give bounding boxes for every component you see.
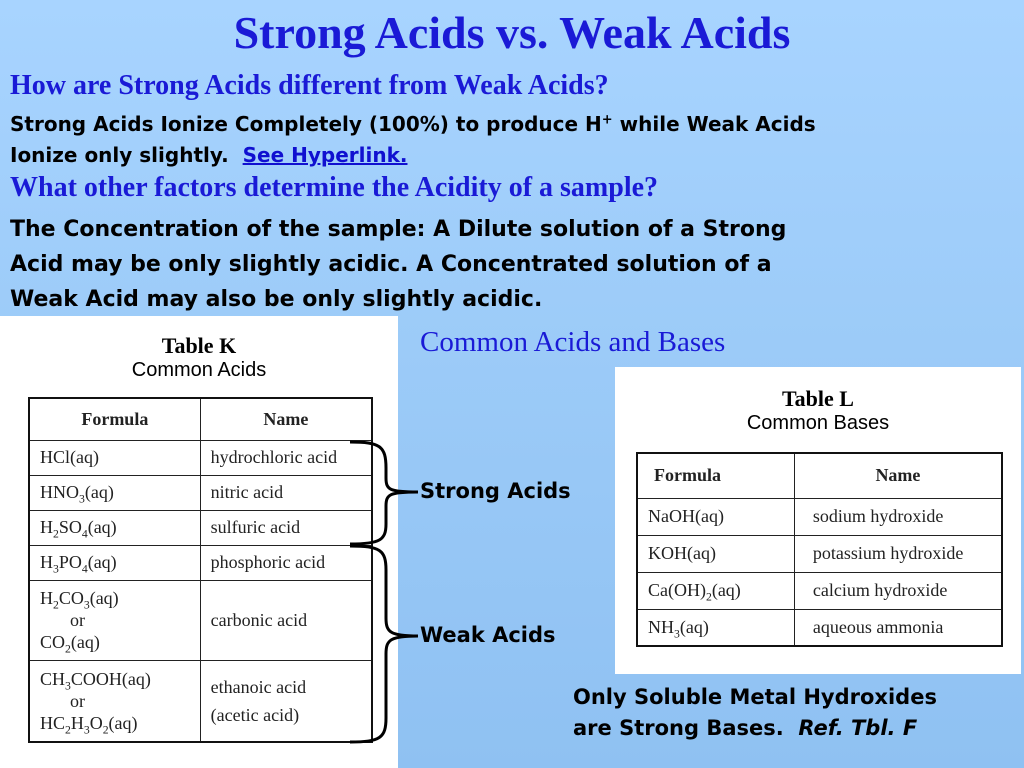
table-k-subtitle: Common Acids: [131, 359, 267, 381]
table-k-heading: [0, 333, 398, 382]
answer-ionize-text-c: Ionize only slightly.: [10, 143, 229, 167]
formula-cell: $H_2SO_4(aq)$: [29, 510, 200, 545]
table-row: [637, 609, 1002, 646]
table-header-row: [29, 398, 372, 440]
name-cell: calcium hydroxide: [794, 572, 1002, 609]
table-l-heading: [615, 386, 1021, 435]
answer-ionize-text-b: while Weak Acids: [612, 112, 816, 136]
column-header-formula: Formula: [637, 453, 794, 498]
name-cell: potassium hydroxide: [794, 535, 1002, 572]
column-header-name: Name: [200, 398, 372, 440]
name-cell: sodium hydroxide: [794, 498, 1002, 535]
table-k-title: Table K: [161, 333, 237, 358]
table-l-subtitle: Common Bases: [746, 412, 890, 434]
name-cell: nitric acid: [200, 475, 372, 510]
bases-note-line2: are Strong Bases. Ref. Tbl. F: [573, 716, 918, 740]
table-row: [29, 580, 372, 660]
bases-note: [573, 682, 937, 744]
table-row: [29, 475, 372, 510]
question-strong-vs-weak: How are Strong Acids different from Weak Acids?: [10, 70, 609, 101]
table-l: [636, 452, 1003, 647]
formula-cell: NaOH(aq): [637, 498, 794, 535]
column-header-formula: Formula: [29, 398, 200, 440]
formula-cell: KOH(aq): [637, 535, 794, 572]
column-header-name: Name: [794, 453, 1002, 498]
name-cell: phosphoric acid: [200, 545, 372, 580]
formula-cell: $H_2CO_3(aq)$ or $CO_2(aq)$: [29, 580, 200, 660]
table-row: [637, 572, 1002, 609]
table-row: [637, 535, 1002, 572]
weak-acids-label: Weak Acids: [420, 623, 556, 647]
bases-note-line1: Only Soluble Metal Hydroxides: [573, 685, 937, 709]
formula-cell: $Ca(OH)_2(aq)$: [637, 572, 794, 609]
formula-cell: $HNO_3(aq)$: [29, 475, 200, 510]
brace-icons: [350, 438, 420, 748]
answer-concentration-line: Weak Acid may also be only slightly acidic.: [10, 287, 543, 312]
formula-cell: $H_3PO_4(aq)$: [29, 545, 200, 580]
name-cell: carbonic acid: [200, 580, 372, 660]
answer-ionize-line2: [10, 143, 407, 167]
strong-acids-brace-icon: [350, 442, 418, 544]
formula-cell: $NH_3(aq)$: [637, 609, 794, 646]
answer-ionize-text-a: Strong Acids Ionize Completely (100%) to produce H: [10, 112, 602, 136]
question-acidity-factors: What other factors determine the Acidity of a sample?: [10, 172, 659, 203]
table-l-title: Table L: [782, 386, 854, 411]
name-cell: ethanoic acid (acetic acid): [200, 660, 372, 742]
answer-ionize-line1: [10, 112, 816, 136]
table-row: [29, 660, 372, 742]
formula-cell: HCl(aq): [29, 440, 200, 475]
formula-cell: $CH_3COOH(aq)$ or $HC_2H_3O_2(aq)$: [29, 660, 200, 742]
table-row: [29, 545, 372, 580]
answer-concentration-line: The Concentration of the sample: A Dilute solution of a Strong: [10, 217, 787, 242]
table-row: [29, 510, 372, 545]
ref-table-f: Ref. Tbl. F: [798, 716, 918, 740]
name-cell: sulfuric acid: [200, 510, 372, 545]
answer-concentration-line: Acid may be only slightly acidic. A Concentrated solution of a: [10, 252, 772, 277]
h-plus-superscript: +: [601, 112, 613, 128]
table-row: [29, 440, 372, 475]
table-header-row: [637, 453, 1002, 498]
table-row: [637, 498, 1002, 535]
answer-concentration: [10, 212, 786, 317]
common-acids-bases-heading: Common Acids and Bases: [420, 326, 726, 358]
see-hyperlink-link[interactable]: See Hyperlink.: [242, 143, 408, 167]
strong-acids-label: Strong Acids: [420, 479, 571, 503]
slide-title: Strong Acids vs. Weak Acids: [233, 7, 791, 58]
name-cell: aqueous ammonia: [794, 609, 1002, 646]
table-k: [28, 397, 373, 743]
weak-acids-brace-icon: [350, 546, 418, 742]
name-cell: hydrochloric acid: [200, 440, 372, 475]
